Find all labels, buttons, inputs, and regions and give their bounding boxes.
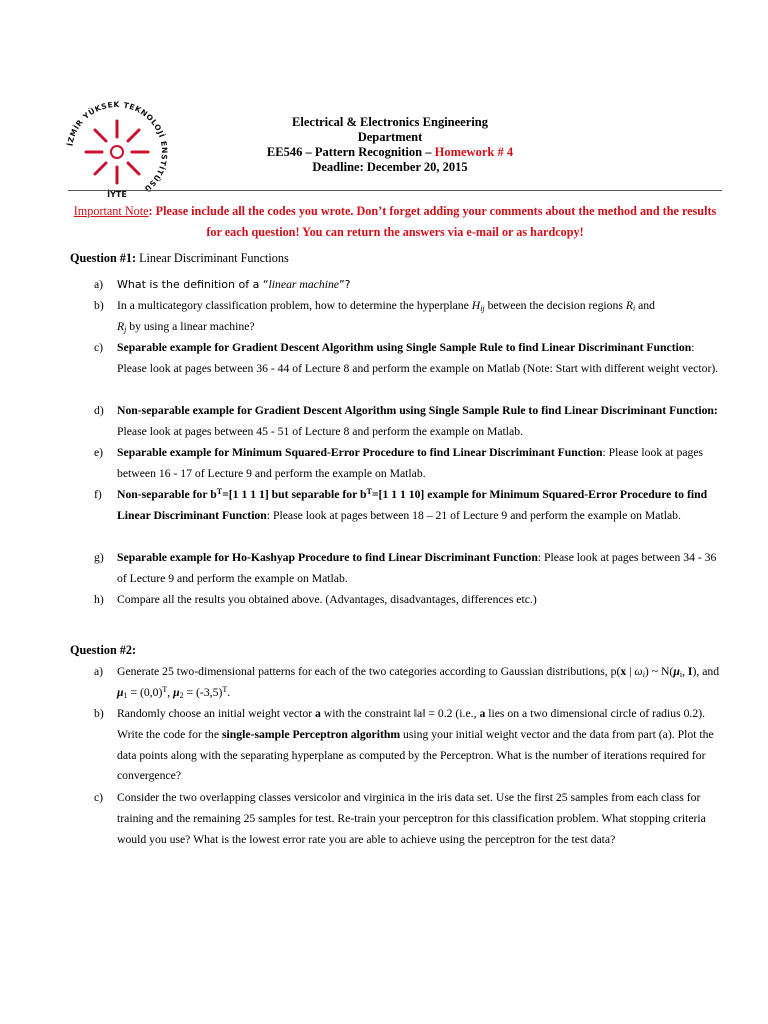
question-2-title: Question #2: [70, 643, 137, 657]
logo-abbr: İYTE [107, 190, 127, 199]
document-header [260, 115, 520, 175]
item-marker: b) [94, 707, 104, 720]
item-marker: a) [94, 665, 104, 678]
item-marker: c) [94, 341, 104, 354]
question-1-heading [70, 250, 289, 266]
note-text: Please include all the codes you wrote. Don’t forget adding your comments about the method and the results for each question! You can return the answers via e-mail or as hardcopy! [155, 204, 717, 239]
question-1-title: Question #1: [70, 251, 137, 265]
item-marker: f) [94, 488, 102, 501]
item-marker: h) [94, 593, 104, 606]
deadline: Deadline: December 20, 2015 [312, 160, 468, 174]
note-colon: : [148, 204, 156, 218]
homework-number: Homework # 4 [434, 145, 514, 159]
item-marker: e) [94, 446, 104, 459]
item-marker: g) [94, 551, 104, 564]
item-marker: b) [94, 299, 104, 312]
logo-ring-text: İZMİR YÜKSEK TEKNOLOJİ ENSTİTÜSÜ [65, 99, 170, 194]
item-marker: a) [94, 278, 104, 291]
question-2-heading [70, 642, 136, 658]
note-label: Important Note [73, 204, 149, 218]
item-marker: c) [94, 791, 104, 804]
linear-machine-term: linear machine [268, 278, 339, 291]
question-1-subtitle: Linear Discriminant Functions [136, 251, 289, 265]
header-divider [68, 190, 722, 191]
logo-emblem [86, 121, 148, 183]
course-line [260, 145, 520, 160]
important-note [70, 201, 720, 243]
course-title: EE546 – Pattern Recognition – [266, 145, 435, 159]
item-marker: d) [94, 404, 104, 417]
department-title: Electrical & Electronics Engineering Department [292, 115, 488, 144]
